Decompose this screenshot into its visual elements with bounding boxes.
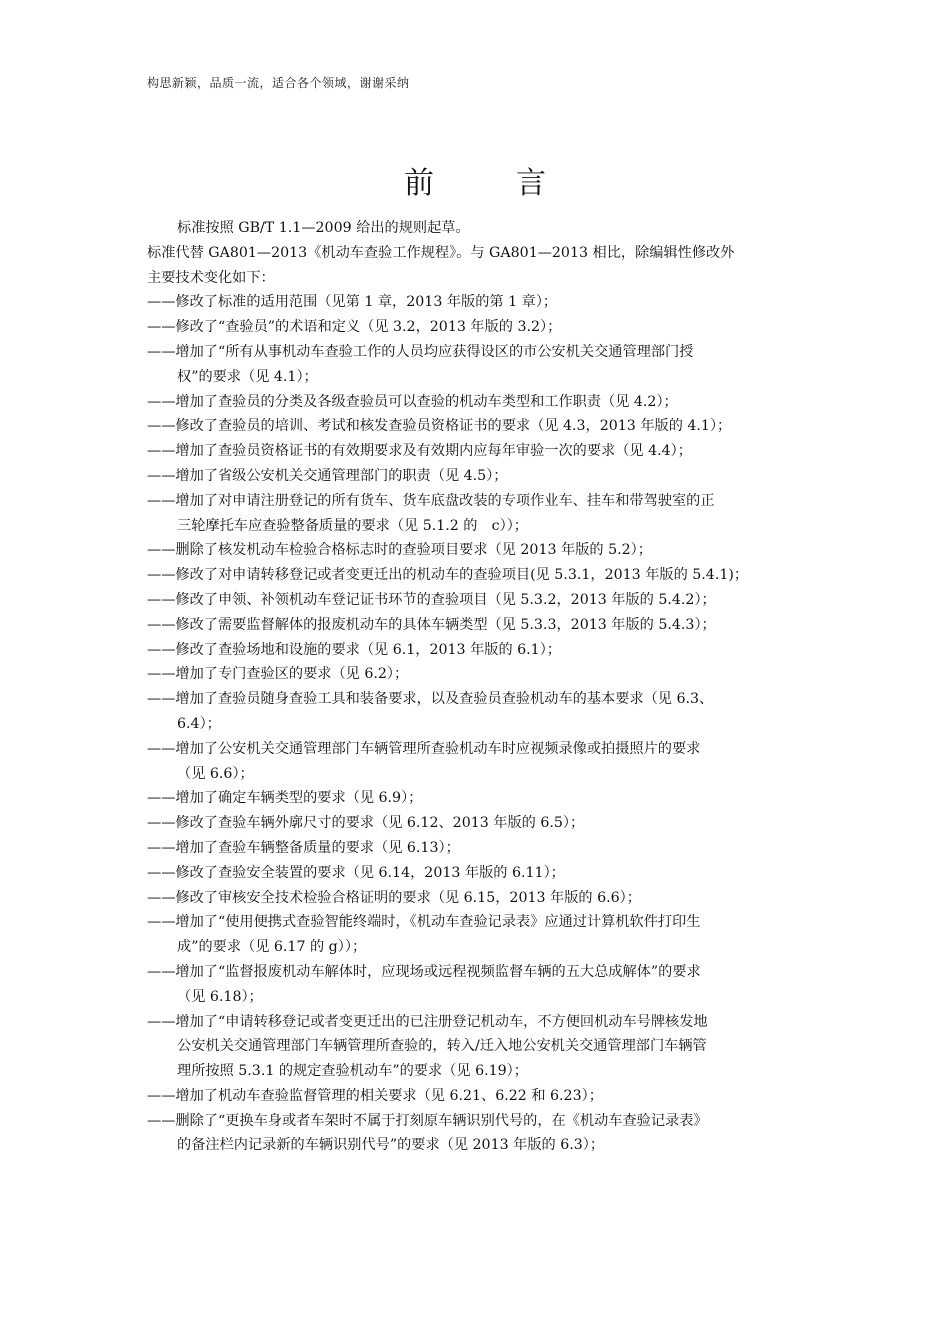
list-item bbox=[147, 439, 807, 464]
list-item-continuation: 权”的要求（见 4.1）； bbox=[177, 368, 318, 385]
list-item-text: ——修改了标准的适用范围（见第 1 章，2013 年版的第 1 章）； bbox=[147, 294, 558, 311]
list-item-text: ——修改了查验场地和设施的要求（见 6.1，2013 年版的 6.1）； bbox=[147, 641, 561, 658]
list-item-continuation: 理所按照 5.3.1 的规定查验机动车”的要求（见 6.19）； bbox=[177, 1063, 528, 1080]
change-list bbox=[147, 290, 807, 1158]
list-item bbox=[147, 538, 807, 563]
paragraph-changes-intro: 主要技术变化如下： bbox=[147, 269, 275, 286]
list-item-text: ——增加了查验员的分类及各级查验员可以查验的机动车类型和工作职责（见 4.2）； bbox=[147, 393, 678, 410]
list-item bbox=[147, 489, 807, 539]
list-item bbox=[147, 836, 807, 861]
list-item bbox=[147, 613, 807, 638]
list-item-text: ——修改了“查验员”的术语和定义（见 3.2，2013 年版的 3.2）； bbox=[147, 319, 562, 336]
list-item bbox=[147, 638, 807, 663]
header-note: 构思新颖，品质一流，适合各个领域，谢谢采纳 bbox=[147, 76, 410, 90]
list-item-continuation: 6.4）； bbox=[177, 715, 221, 732]
list-item-text: ——修改了审核安全技术检验合格证明的要求（见 6.15，2013 年版的 6.6）； bbox=[147, 889, 641, 906]
list-item bbox=[147, 662, 807, 687]
list-item-continuation: 的备注栏内记录新的车辆识别代号”的要求（见 2013 年版的 6.3）； bbox=[177, 1137, 605, 1154]
document-body bbox=[147, 216, 807, 1158]
list-item-text: ——增加了“申请转移登记或者变更迁出的已注册登记机动车，不方便回机动车号牌核发地 bbox=[147, 1013, 708, 1030]
list-item bbox=[147, 464, 807, 489]
list-item-text: ——增加了确定车辆类型的要求（见 6.9）； bbox=[147, 790, 423, 807]
list-item-text: ——增加了“监督报废机动车解体时，应现场或远程视频监督车辆的五大总成解体”的要求 bbox=[147, 963, 701, 980]
list-item bbox=[147, 315, 807, 340]
list-item-text: ——增加了查验员资格证书的有效期要求及有效期内应每年审验一次的要求（见 4.4）； bbox=[147, 443, 692, 460]
list-item-continuation: 公安机关交通管理部门车辆管理所查验的，转入/迁入地公安机关交通管理部门车辆管 bbox=[177, 1038, 707, 1055]
list-item bbox=[147, 960, 807, 1010]
list-item bbox=[147, 290, 807, 315]
list-item-text: ——增加了对申请注册登记的所有货车、货车底盘改装的专项作业车、挂车和带驾驶室的正 bbox=[147, 492, 715, 509]
list-item-text: ——修改了查验安全装置的要求（见 6.14，2013 年版的 6.11）； bbox=[147, 864, 565, 881]
list-item bbox=[147, 886, 807, 911]
list-item-text: ——删除了核发机动车检验合格标志时的查验项目要求（见 2013 年版的 5.2）； bbox=[147, 542, 652, 559]
list-item-continuation: （见 6.18）； bbox=[177, 988, 263, 1005]
list-item-continuation: 成”的要求（见 6.17 的 g））； bbox=[177, 939, 367, 956]
list-item-text: ——修改了查验员的培训、考试和核发查验员资格证书的要求（见 4.3，2013 年版的 4.1）； bbox=[147, 418, 732, 435]
list-item bbox=[147, 786, 807, 811]
list-item bbox=[147, 340, 807, 390]
list-item bbox=[147, 1109, 807, 1159]
list-item-continuation: （见 6.6）； bbox=[177, 765, 254, 782]
list-item bbox=[147, 563, 807, 588]
list-item-text: ——增加了“所有从事机动车查验工作的人员均应获得设区的市公安机关交通管理部门授 bbox=[147, 343, 694, 360]
paragraph-drafting-rule: 标准按照 GB/T 1.1—2009 给出的规则起草。 bbox=[177, 220, 470, 236]
list-item-text: ——增加了机动车查验监督管理的相关要求（见 6.21、6.22 和 6.23）； bbox=[147, 1087, 603, 1104]
list-item-text: ——修改了申领、补领机动车登记证书环节的查验项目（见 5.3.2，2013 年版的 5.4.2）； bbox=[147, 591, 716, 608]
page-title: 前 言 bbox=[404, 166, 572, 201]
list-item-text: ——删除了“更换车身或者车架时不属于打刻原车辆识别代号的，在《机动车查验记录表》 bbox=[147, 1112, 708, 1129]
paragraph-replacement: 标准代替 GA801—2013《机动车查验工作规程》。与 GA801—2013 相比，除编辑性修改外 bbox=[147, 244, 735, 261]
list-item bbox=[147, 414, 807, 439]
list-item bbox=[147, 390, 807, 415]
list-item-text: ——修改了对申请转移登记或者变更迁出的机动车的查验项目(见 5.3.1，2013 年版的 5.4.1)； bbox=[147, 567, 749, 584]
list-item-text: ——修改了查验车辆外廓尺寸的要求（见 6.12、2013 年版的 6.5）； bbox=[147, 815, 585, 832]
list-item bbox=[147, 861, 807, 886]
list-item bbox=[147, 910, 807, 960]
list-item bbox=[147, 588, 807, 613]
list-item-text: ——修改了需要监督解体的报废机动车的具体车辆类型（见 5.3.3，2013 年版的 5.4.3）； bbox=[147, 616, 716, 633]
list-item-continuation: 三轮摩托车应查验整备质量的要求（见 5.1.2 的 c））； bbox=[177, 517, 528, 534]
list-item-text: ——增加了查验车辆整备质量的要求（见 6.13）； bbox=[147, 839, 460, 856]
list-item bbox=[147, 811, 807, 836]
list-item-text: ——增加了专门查验区的要求（见 6.2）； bbox=[147, 666, 409, 683]
list-item-text: ——增加了查验员随身查验工具和装备要求，以及查验员查验机动车的基本要求（见 6.3、 bbox=[147, 691, 714, 708]
list-item bbox=[147, 1084, 807, 1109]
list-item bbox=[147, 687, 807, 737]
list-item-text: ——增加了公安机关交通管理部门车辆管理所查验机动车时应视频录像或拍摄照片的要求 bbox=[147, 740, 701, 757]
list-item bbox=[147, 1010, 807, 1084]
list-item bbox=[147, 737, 807, 787]
list-item-text: ——增加了省级公安机关交通管理部门的职责（见 4.5）； bbox=[147, 467, 508, 484]
list-item-text: ——增加了“使用便携式查验智能终端时，《机动车查验记录表》应通过计算机软件打印生 bbox=[147, 914, 701, 931]
